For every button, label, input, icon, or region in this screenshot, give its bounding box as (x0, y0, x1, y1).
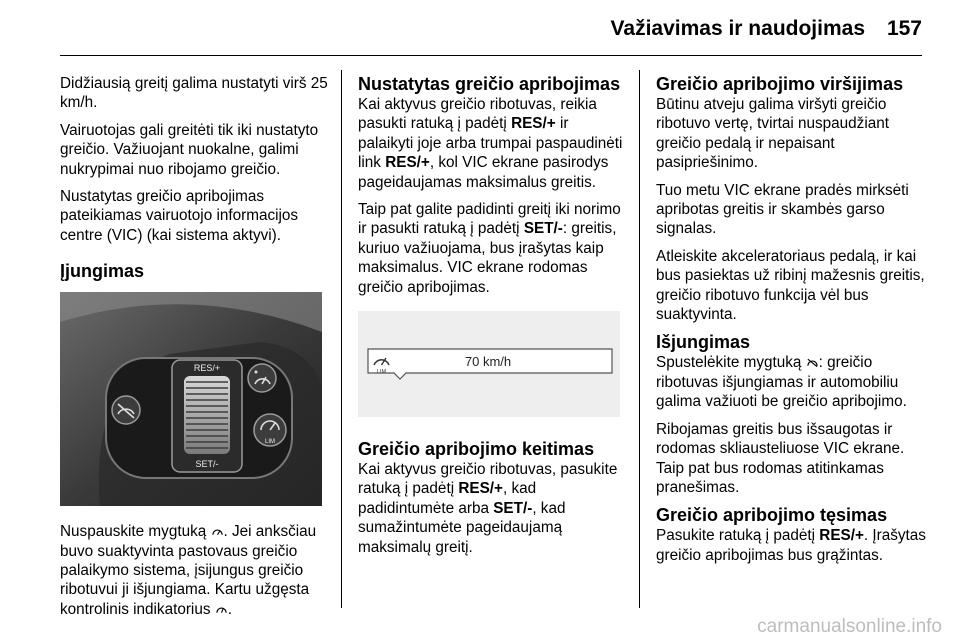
heading-resume-limit: Greičio apribojimo tęsimas (656, 505, 888, 526)
display-lim-label: LIM (376, 369, 387, 376)
header-divider (60, 55, 922, 56)
heading-exceed-limit: Greičio apribojimo viršijimas (656, 74, 904, 94)
column-divider-1 (341, 70, 342, 608)
paragraph-vic-blinking: Tuo metu VIC ekrane pradės mirksėti apribotas greitis ir skambės garso signalas. (656, 181, 909, 238)
heading-activation: Įjungimas (60, 261, 145, 282)
paragraph-change-limit: Kai aktyvus greičio ribotuvas, pasukite ratuką į padėtį RES/+, kad padidintumėte arba SET/-, kad sumažintumėte pageidaujamą maksimalų greitį. (358, 461, 618, 556)
res-label: RES/+ (193, 363, 221, 374)
paragraph-speed-deviation: Vairuotojas gali greitėti tik iki nustatyto greičio. Važiuojant nuokalne, galimi nukrypimai nuo ribojamo greičio. (60, 121, 319, 178)
column-1 (60, 74, 330, 627)
set-label: SET/- (195, 459, 219, 470)
column-divider-2 (639, 70, 640, 608)
steering-wheel-controls-illustration (60, 292, 322, 506)
paragraph-vic-display: Nustatytas greičio apribojimas pateikiamas vairuotojo informacijos centre (VIC) (kai sistema aktyvi). (60, 188, 299, 244)
column-3 (656, 74, 926, 573)
paragraph-speed-min: Didžiausią greitį galima nustatyti virš 25 km/h. (60, 75, 328, 112)
speed-limiter-off-inline-icon (806, 356, 819, 368)
vic-display-illustration (358, 311, 620, 417)
page-header (0, 0, 960, 56)
cruise-control-indicator-icon (215, 603, 228, 615)
paragraph-exceed-limit: Būtinu atveju galima viršyti greičio ribotuvo vertę, tvirtai nuspaudžiant greičio pedalą ir nepaisant pasipriešinimo. (656, 96, 889, 172)
page-number: 157 (886, 17, 922, 40)
paragraph-stored-limit: Ribojamas greitis bus išsaugotas ir rodomas skliausteliuose VIC ekrane. Taip pat bus rodomas atitinkamas pranešimas. (656, 420, 905, 496)
page-title: Važiavimas ir naudojimas (610, 17, 865, 40)
column-2 (358, 74, 626, 565)
paragraph-set-current-speed: Taip pat galite padidinti greitį iki norimo ir pasukti ratuką į padėtį SET/-: greitis, kuriuo važiuojama, bus įrašytas kaip maksimalus. VIC ekrane rodomas greičio apribojimas. (358, 201, 621, 296)
paragraph-reactivation: Atleiskite akceleratoriaus pedalą, ir kai bus pasiektas už ribinį mažesnis greitis, greičio ribotuvo funkcija vėl bus suaktyvinta. (656, 247, 925, 324)
paragraph-set-limit: Kai aktyvus greičio ribotuvas, reikia pasukti ratuką į padėtį RES/+ ir palaikyti joje arba trumpai paspaudinėti link RES/+, kol VIC ekrane pasirodys pageidaujamas maksimalus greitis. (358, 96, 623, 191)
heading-deactivation: Išjungimas (656, 332, 751, 353)
display-speed-value: 70 km/h (464, 354, 512, 370)
heading-set-limit: Nustatytas greičio apribojimas (358, 74, 621, 94)
watermark: carmanualsonline.info (757, 616, 942, 637)
paragraph-resume-limit: Pasukite ratuką į padėtį RES/+. Įrašytas greičio apribojimas bus grąžintas. (656, 527, 926, 564)
heading-change-limit: Greičio apribojimo keitimas (358, 439, 595, 460)
speed-limiter-inline-icon (211, 525, 224, 537)
lim-label: LIM (264, 439, 276, 446)
paragraph-activation-instructions: Nuspauskite mygtuką . Jei anksčiau buvo suaktyvinta pastovaus greičio palaikymo sistema, įsijungus greičio ribotuvui ji išjungiama. Kartu užgęsta kontrolinis indikatorius . (60, 523, 317, 618)
paragraph-deactivation: Spustelėkite mygtuką : greičio ribotuvas išjungiamas ir automobiliu galima važiuoti be greičio apribojimo. (656, 354, 907, 411)
